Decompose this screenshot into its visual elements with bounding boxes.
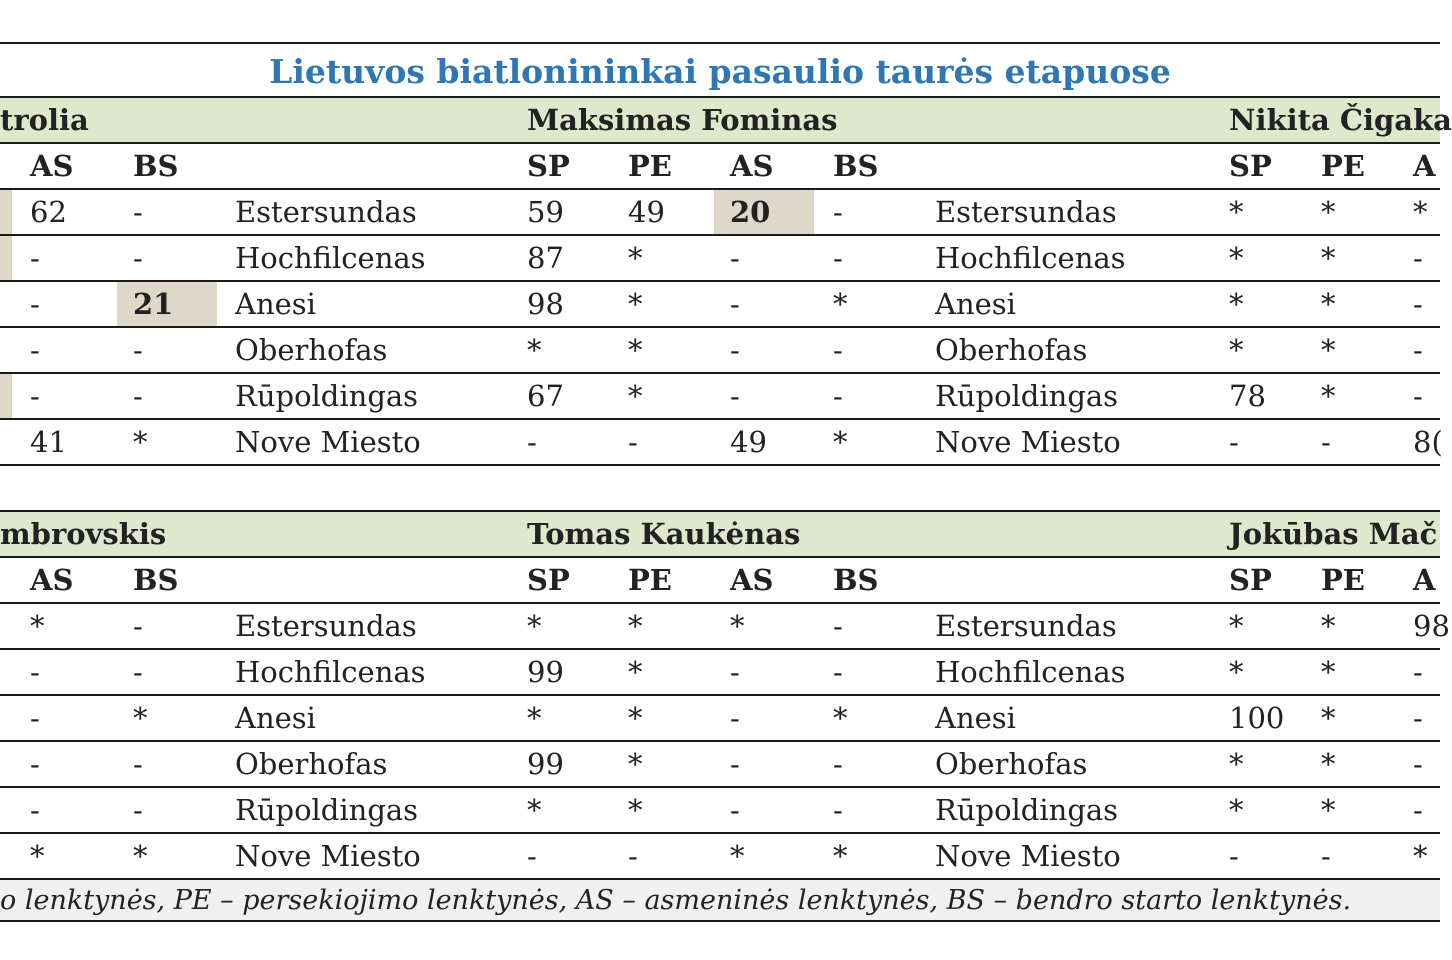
venue-name: Estersundas — [235, 195, 417, 229]
result-cell: * — [833, 425, 848, 459]
result-cell: - — [833, 379, 843, 413]
result-cell: * — [1413, 195, 1428, 229]
result-cell: - — [1413, 655, 1423, 689]
venue-name: Oberhofas — [935, 747, 1088, 781]
column-header: SP — [527, 563, 570, 597]
result-cell: - — [30, 333, 40, 367]
result-cell: * — [527, 333, 542, 367]
result-cell: * — [628, 379, 643, 413]
column-header: A — [1413, 563, 1436, 597]
result-cell: - — [133, 747, 143, 781]
result-cell: * — [1321, 609, 1336, 643]
result-cell: - — [628, 839, 638, 873]
athlete-name: Nikita Čigaka — [1229, 103, 1452, 137]
result-cell: - — [133, 379, 143, 413]
venue-name: Anesi — [935, 287, 1016, 321]
result-cell: - — [833, 747, 843, 781]
highlight-cell-edge — [0, 190, 12, 234]
table-rule — [0, 234, 1440, 236]
result-cell: * — [628, 747, 643, 781]
result-cell: * — [1229, 655, 1244, 689]
result-cell: * — [527, 793, 542, 827]
result-cell: - — [628, 425, 638, 459]
table-rule — [0, 694, 1440, 696]
result-cell: - — [730, 241, 740, 275]
venue-name: Estersundas — [235, 609, 417, 643]
result-cell: - — [133, 333, 143, 367]
result-cell: - — [133, 793, 143, 827]
result-cell: 20 — [730, 195, 771, 229]
result-cell: - — [730, 379, 740, 413]
table-rule — [0, 602, 1440, 604]
top-border — [0, 42, 1440, 44]
athlete-name: trolia — [0, 103, 89, 137]
venue-name: Oberhofas — [935, 333, 1088, 367]
result-cell: - — [30, 655, 40, 689]
result-cell: - — [30, 287, 40, 321]
result-cell: - — [30, 241, 40, 275]
result-cell: * — [133, 425, 148, 459]
result-cell: * — [833, 701, 848, 735]
venue-name: Oberhofas — [235, 333, 388, 367]
venue-name: Estersundas — [935, 195, 1117, 229]
result-cell: - — [833, 333, 843, 367]
table-rule — [0, 142, 1440, 144]
result-cell: - — [730, 701, 740, 735]
bottom-border — [0, 920, 1440, 922]
result-cell: * — [833, 287, 848, 321]
column-header: PE — [1321, 149, 1365, 183]
venue-name: Hochfilcenas — [235, 655, 426, 689]
venue-name: Nove Miesto — [935, 425, 1121, 459]
result-cell: - — [1321, 839, 1331, 873]
column-header: BS — [833, 149, 879, 183]
column-header: BS — [133, 563, 179, 597]
result-cell: * — [30, 609, 45, 643]
result-cell: - — [133, 609, 143, 643]
result-cell: 41 — [30, 425, 67, 459]
result-cell: * — [628, 655, 643, 689]
result-cell: - — [730, 655, 740, 689]
result-cell: * — [833, 839, 848, 873]
result-cell: * — [133, 839, 148, 873]
result-cell: 21 — [133, 287, 174, 321]
result-cell: - — [833, 195, 843, 229]
result-cell: - — [30, 379, 40, 413]
venue-name: Nove Miesto — [935, 839, 1121, 873]
result-cell: * — [1229, 195, 1244, 229]
result-cell: 59 — [527, 195, 564, 229]
result-cell: - — [1321, 425, 1331, 459]
result-cell: * — [1229, 287, 1244, 321]
result-cell: - — [833, 793, 843, 827]
column-header: AS — [30, 563, 74, 597]
result-cell: * — [1229, 609, 1244, 643]
result-cell: 98 — [527, 287, 564, 321]
venue-name: Hochfilcenas — [235, 241, 426, 275]
result-cell: * — [527, 609, 542, 643]
result-cell: - — [30, 747, 40, 781]
result-cell: * — [730, 609, 745, 643]
result-cell: - — [133, 195, 143, 229]
result-cell: - — [1413, 379, 1423, 413]
result-cell: * — [1229, 747, 1244, 781]
result-cell: * — [628, 793, 643, 827]
column-header: AS — [730, 149, 774, 183]
column-header: BS — [833, 563, 879, 597]
result-cell: * — [1413, 839, 1428, 873]
result-cell: - — [1413, 241, 1423, 275]
venue-name: Rūpoldingas — [935, 793, 1119, 827]
result-cell: * — [628, 241, 643, 275]
table-rule — [0, 786, 1440, 788]
venue-name: Anesi — [235, 701, 316, 735]
result-cell: 49 — [730, 425, 767, 459]
result-cell: - — [1413, 333, 1423, 367]
athlete-name: Tomas Kaukėnas — [527, 517, 801, 551]
result-cell: - — [1229, 839, 1239, 873]
result-cell: - — [30, 793, 40, 827]
result-cell: * — [30, 839, 45, 873]
venue-name: Nove Miesto — [235, 425, 421, 459]
athlete-name: mbrovskis — [0, 517, 167, 551]
venue-name: Hochfilcenas — [935, 241, 1126, 275]
result-cell: * — [628, 333, 643, 367]
column-header: BS — [133, 149, 179, 183]
result-cell: - — [833, 655, 843, 689]
result-cell: * — [1229, 793, 1244, 827]
table-rule — [0, 740, 1440, 742]
result-cell: 62 — [30, 195, 67, 229]
result-cell: * — [1321, 379, 1336, 413]
result-cell: 99 — [527, 747, 564, 781]
result-cell: * — [527, 701, 542, 735]
result-cell: - — [833, 609, 843, 643]
result-cell: - — [730, 333, 740, 367]
table-rule — [0, 326, 1440, 328]
venue-name: Anesi — [935, 701, 1016, 735]
result-cell: 99 — [527, 655, 564, 689]
result-cell: * — [1321, 747, 1336, 781]
table-rule — [0, 648, 1440, 650]
result-cell: 87 — [527, 241, 564, 275]
result-cell: - — [833, 241, 843, 275]
result-cell: * — [1321, 195, 1336, 229]
column-header: A — [1413, 149, 1436, 183]
highlight-cell-edge — [0, 236, 12, 280]
table-rule — [0, 464, 1440, 466]
page-title: Lietuvos biatlonininkai pasaulio taurės etapuose — [269, 52, 1171, 91]
result-cell: - — [730, 747, 740, 781]
result-cell: * — [1321, 793, 1336, 827]
result-cell: - — [1229, 425, 1239, 459]
result-cell: 8( — [1413, 425, 1443, 459]
column-header: PE — [628, 149, 672, 183]
result-cell: * — [1321, 241, 1336, 275]
result-cell: * — [1229, 333, 1244, 367]
column-header: SP — [1229, 149, 1272, 183]
result-cell: * — [628, 287, 643, 321]
column-header: AS — [730, 563, 774, 597]
result-cell: - — [730, 287, 740, 321]
column-header: PE — [1321, 563, 1365, 597]
column-header: SP — [527, 149, 570, 183]
result-cell: 100 — [1229, 701, 1285, 735]
venue-name: Estersundas — [935, 609, 1117, 643]
result-cell: - — [730, 793, 740, 827]
result-cell: - — [1413, 793, 1423, 827]
table-rule — [0, 556, 1440, 558]
result-cell: 49 — [628, 195, 665, 229]
result-cell: * — [628, 609, 643, 643]
venue-name: Oberhofas — [235, 747, 388, 781]
table-rule — [0, 418, 1440, 420]
result-cell: * — [1321, 701, 1336, 735]
athlete-name: Maksimas Fominas — [527, 103, 838, 137]
venue-name: Nove Miesto — [235, 839, 421, 873]
result-cell: - — [1413, 701, 1423, 735]
venue-name: Hochfilcenas — [935, 655, 1126, 689]
venue-name: Rūpoldingas — [235, 793, 419, 827]
result-cell: - — [527, 839, 537, 873]
result-cell: * — [1229, 241, 1244, 275]
result-cell: * — [1321, 333, 1336, 367]
venue-name: Rūpoldingas — [935, 379, 1119, 413]
table-rule — [0, 372, 1440, 374]
result-cell: * — [133, 701, 148, 735]
result-cell: 67 — [527, 379, 564, 413]
result-cell: - — [133, 655, 143, 689]
result-cell: - — [527, 425, 537, 459]
result-cell: - — [1413, 287, 1423, 321]
result-cell: - — [1413, 747, 1423, 781]
highlight-cell-edge — [0, 374, 12, 418]
result-cell: * — [730, 839, 745, 873]
column-header: SP — [1229, 563, 1272, 597]
column-header: AS — [30, 149, 74, 183]
result-cell: 78 — [1229, 379, 1266, 413]
venue-name: Rūpoldingas — [235, 379, 419, 413]
column-header: PE — [628, 563, 672, 597]
athlete-name: Jokūbas Mač — [1229, 517, 1438, 551]
result-cell: - — [133, 241, 143, 275]
result-cell: - — [30, 701, 40, 735]
footnote: o lenktynės, PE – persekiojimo lenktynės, AS – asmeninės lenktynės, BS – bendro starto lenktynės. — [0, 885, 1352, 916]
result-cell: 98 — [1413, 609, 1450, 643]
result-cell: * — [1321, 655, 1336, 689]
result-cell: * — [628, 701, 643, 735]
venue-name: Anesi — [235, 287, 316, 321]
table-rule — [0, 832, 1440, 834]
result-cell: * — [1321, 287, 1336, 321]
